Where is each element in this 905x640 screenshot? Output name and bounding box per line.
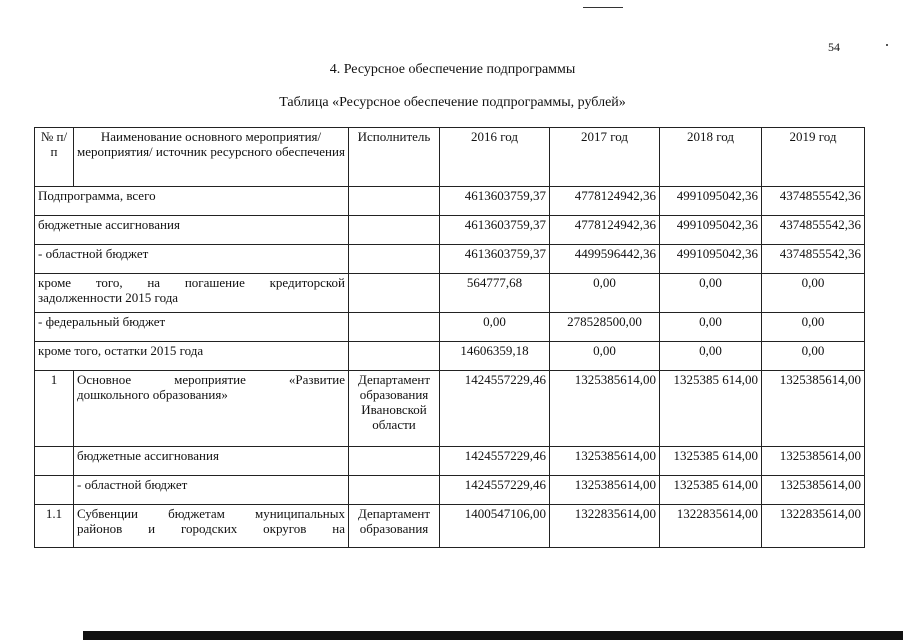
row-2018: 0,00 [660,274,762,313]
top-rule [583,7,623,8]
header-2019: 2019 год [762,128,865,187]
header-name: Наименование основного мероприятия/мероприятия/ источник ресурсного обеспечения [74,128,349,187]
row-name [35,274,349,313]
row-2016: 0,00 [440,313,550,342]
header-2018: 2018 год [660,128,762,187]
header-2017: 2017 год [550,128,660,187]
row-executor [349,216,440,245]
row-2016: 14606359,18 [440,342,550,371]
row-2016: 4613603759,37 [440,245,550,274]
page-number: 54 [828,40,840,54]
row-num: 1.1 [35,505,74,548]
row-2017: 278528500,00 [550,313,660,342]
row-2016: 1424557229,46 [440,371,550,447]
row-2018: 4991095042,36 [660,216,762,245]
row-2018: 4991095042,36 [660,187,762,216]
row-name [74,371,349,447]
row-2016: 1424557229,46 [440,447,550,476]
row-2019: 1325385614,00 [762,447,865,476]
row-executor: Департамент образования [349,505,440,548]
row-2019: 0,00 [762,313,865,342]
row-2019: 0,00 [762,342,865,371]
table-row [35,216,865,245]
table-row [35,371,865,447]
row-executor [349,187,440,216]
row-name: бюджетные ассигнования [35,216,349,245]
row-2016: 564777,68 [440,274,550,313]
row-2017: 1325385614,00 [550,476,660,505]
row-2017: 0,00 [550,342,660,371]
row-name: - областной бюджет [74,476,349,505]
header-executor: Исполнитель [349,128,440,187]
row-name: кроме того, остатки 2015 года [35,342,349,371]
row-name-line: Основное мероприятие «Развитие [77,372,345,387]
row-2017: 1325385614,00 [550,447,660,476]
row-2016: 1424557229,46 [440,476,550,505]
table-row [35,187,865,216]
row-2016: 4613603759,37 [440,187,550,216]
row-name-line: Субвенции бюджетам муниципальных [77,506,345,521]
row-executor [349,447,440,476]
row-2017: 1325385614,00 [550,371,660,447]
row-2017: 4499596442,36 [550,245,660,274]
row-executor [349,313,440,342]
row-num: 1 [35,371,74,447]
table-row [35,313,865,342]
table-row [35,476,865,505]
row-2018: 1325385 614,00 [660,371,762,447]
table-row [35,505,865,548]
resource-table [34,127,865,548]
table-row [35,274,865,313]
row-2019: 1322835614,00 [762,505,865,548]
row-2017: 1322835614,00 [550,505,660,548]
row-2018: 4991095042,36 [660,245,762,274]
header-2016: 2016 год [440,128,550,187]
header-num: № п/п [35,128,74,187]
row-2019: 4374855542,36 [762,245,865,274]
row-2018: 1322835614,00 [660,505,762,548]
row-name: - федеральный бюджет [35,313,349,342]
table-header-row [35,128,865,187]
bottom-scan-edge [83,631,903,640]
row-name: - областной бюджет [35,245,349,274]
row-executor [349,245,440,274]
row-name-line: дошкольного образования» [77,387,228,402]
table-row [35,342,865,371]
row-2019: 4374855542,36 [762,216,865,245]
row-2017: 4778124942,36 [550,187,660,216]
row-2016: 4613603759,37 [440,216,550,245]
row-num [35,447,74,476]
row-2019: 4374855542,36 [762,187,865,216]
table-row [35,245,865,274]
row-name-line: кроме того, на погашение кредиторской [38,275,345,290]
row-name-line: районов и городских округов на [77,521,345,536]
row-2017: 4778124942,36 [550,216,660,245]
row-2019: 0,00 [762,274,865,313]
table-title: Таблица «Ресурсное обеспечение подпрограммы, рублей» [279,95,626,110]
row-executor [349,342,440,371]
row-executor: Департамент образования Ивановской области [349,371,440,447]
row-name [74,505,349,548]
row-2018: 1325385 614,00 [660,476,762,505]
row-name: Подпрограмма, всего [35,187,349,216]
row-2017: 0,00 [550,274,660,313]
row-name-line: задолженности 2015 года [38,290,179,305]
table-row [35,447,865,476]
row-2019: 1325385614,00 [762,371,865,447]
row-executor [349,274,440,313]
row-2016: 1400547106,00 [440,505,550,548]
section-title: 4. Ресурсное обеспечение подпрограммы [329,62,576,77]
row-2019: 1325385614,00 [762,476,865,505]
row-2018: 1325385 614,00 [660,447,762,476]
row-num [35,476,74,505]
stray-mark [886,44,888,46]
row-executor [349,476,440,505]
row-name: бюджетные ассигнования [74,447,349,476]
row-2018: 0,00 [660,313,762,342]
row-2018: 0,00 [660,342,762,371]
